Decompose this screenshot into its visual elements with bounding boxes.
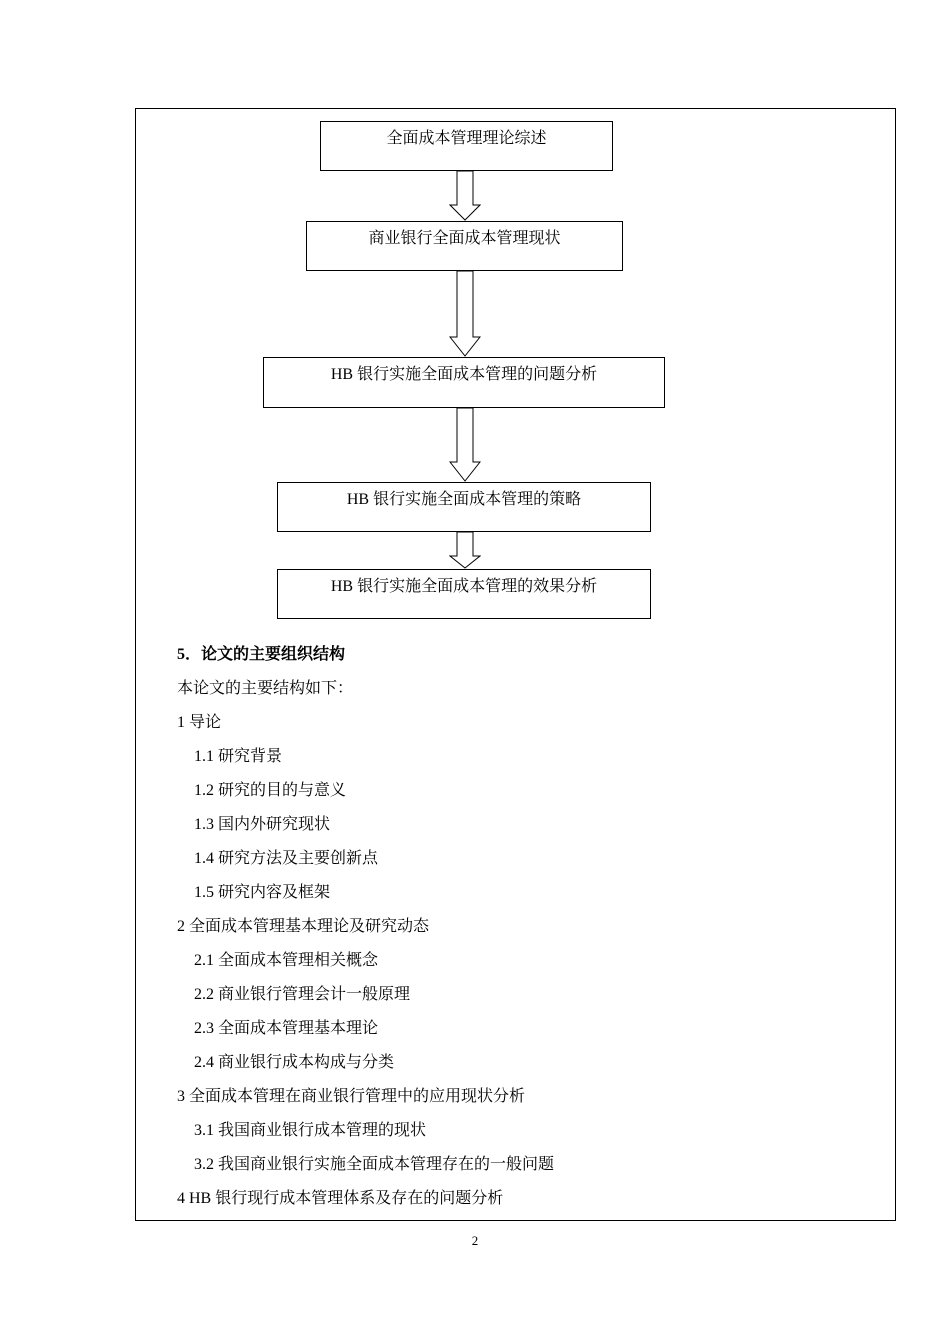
outline-item-1-3: 1.3 国内外研究现状 [194, 816, 331, 833]
flow-step-2: 商业银行全面成本管理现状 [306, 221, 623, 271]
flow-arrow-1 [449, 171, 481, 221]
outline-item-2-1: 2.1 全面成本管理相关概念 [194, 952, 379, 969]
flow-step-1: 全面成本管理理论综述 [320, 121, 613, 171]
flow-step-4: HB 银行实施全面成本管理的策略 [277, 482, 651, 532]
page-number: 2 [471, 1233, 479, 1248]
outline-item-2-2: 2.2 商业银行管理会计一般原理 [194, 986, 411, 1003]
outline-chapter-2: 2 全面成本管理基本理论及研究动态 [177, 918, 430, 935]
outline-item-1-1: 1.1 研究背景 [194, 748, 283, 765]
flow-step-5: HB 银行实施全面成本管理的效果分析 [277, 569, 651, 619]
outline-chapter-3: 3 全面成本管理在商业银行管理中的应用现状分析 [177, 1088, 526, 1105]
outline-item-1-2: 1.2 研究的目的与意义 [194, 782, 347, 799]
outline-item-3-2: 3.2 我国商业银行实施全面成本管理存在的一般问题 [194, 1156, 555, 1173]
section-intro: 本论文的主要结构如下： [177, 680, 354, 697]
outline-item-1-5: 1.5 研究内容及框架 [194, 884, 331, 901]
outline-item-2-3: 2.3 全面成本管理基本理论 [194, 1020, 379, 1037]
section-heading: 5．论文的主要组织结构 [177, 646, 346, 663]
outline-chapter-4: 4 HB 银行现行成本管理体系及存在的问题分析 [177, 1190, 504, 1207]
flow-step-3: HB 银行实施全面成本管理的问题分析 [263, 357, 665, 408]
outline-item-2-4: 2.4 商业银行成本构成与分类 [194, 1054, 395, 1071]
outline-item-3-1: 3.1 我国商业银行成本管理的现状 [194, 1122, 427, 1139]
outline-item-1-4: 1.4 研究方法及主要创新点 [194, 850, 379, 867]
flow-arrow-2 [449, 271, 481, 357]
flow-arrow-4 [449, 532, 481, 569]
flow-arrow-3 [449, 408, 481, 482]
outline-chapter-1: 1 导论 [177, 714, 222, 731]
